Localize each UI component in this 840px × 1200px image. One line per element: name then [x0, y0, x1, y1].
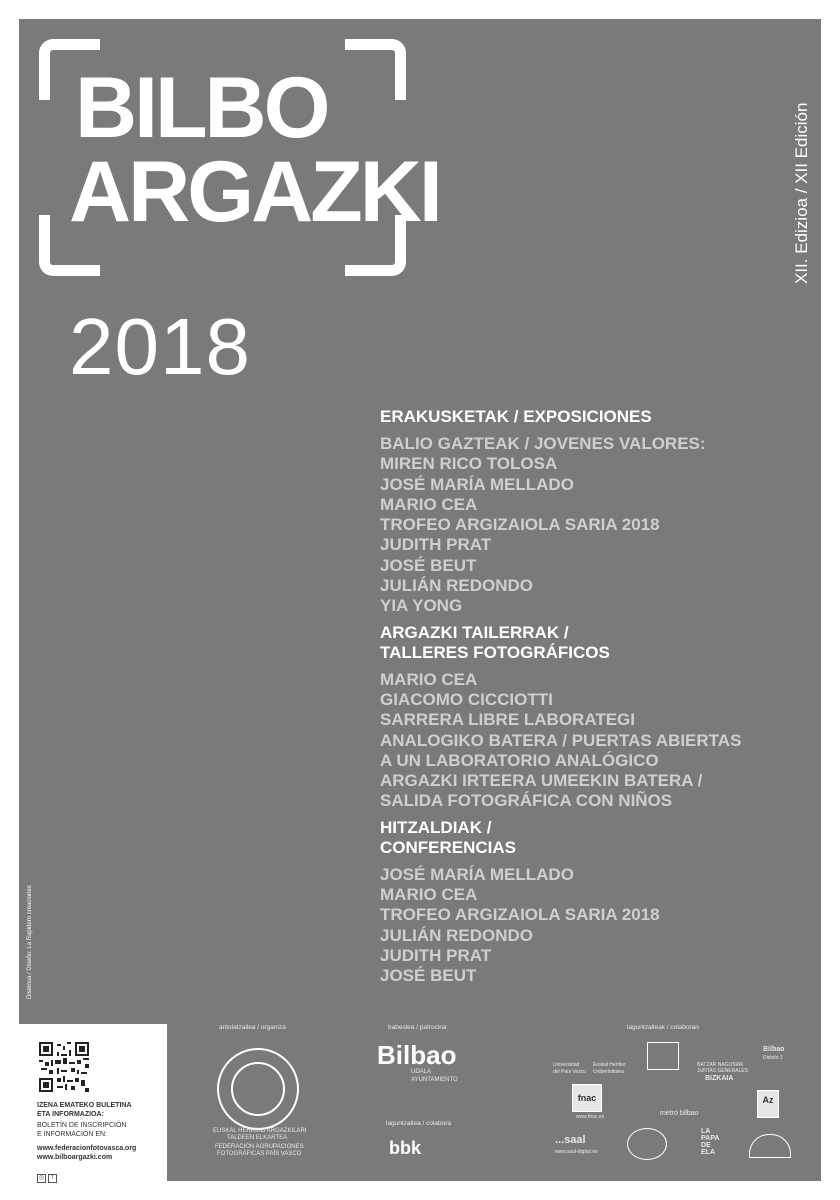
design-credit	[26, 869, 38, 999]
list-item: JOSÉ MARÍA MELLADO	[380, 864, 574, 884]
bizkaia-text: JUNTAS GENERALES	[697, 1068, 749, 1074]
list-item: JULIÁN REDONDO	[380, 576, 534, 596]
list-item: SALIDA FOTOGRÁFICA CON NIÑOS	[380, 791, 673, 811]
info-sub-line: BOLETÍN DE INSCRIPCIÓN	[37, 1122, 127, 1129]
ehu-text: Universidad	[553, 1062, 580, 1068]
metro-logo: metro bilbao	[660, 1110, 699, 1117]
list-item: BALIO GAZTEAK / JOVENES VALORES:	[380, 434, 706, 453]
list-item: JUDITH PRAT	[380, 945, 492, 965]
list-item: JOSÉ MARÍA MELLADO	[380, 474, 574, 494]
az-logo: Az	[757, 1090, 779, 1118]
lapapa-logo	[701, 1128, 719, 1156]
section-exhibitions	[380, 407, 820, 617]
saal-logo: ...saal	[555, 1134, 586, 1146]
list-item: MARIO CEA	[380, 669, 478, 689]
list-item: JUDITH PRAT	[380, 535, 492, 555]
ehu2-text: Euskal Herriko	[593, 1062, 626, 1068]
organiza-label: antolatzailea / organiza	[219, 1024, 286, 1031]
colabora-label: laguntzailea / colabora	[386, 1120, 452, 1127]
list-item: GIACOMO CICCIOTTI	[380, 689, 553, 709]
list-item: TROFEO ARGIZAIOLA SARIA 2018	[380, 905, 660, 925]
lapapa-line: DE	[701, 1142, 711, 1149]
bizkaia-text: BATZAR NAGUSIAK	[697, 1062, 744, 1068]
fnac-url: www.fnac.es	[576, 1114, 605, 1120]
list-item: JOSÉ BEUT	[380, 966, 477, 986]
organiza-name-line: FEDERACIÓN AGRUPACIONES	[215, 1144, 304, 1150]
section-title: ERAKUSKETAK / EXPOSICIONES	[380, 407, 652, 426]
dome-logo-icon	[749, 1134, 791, 1158]
info-sub-line: E INFORMACIÓN EN:	[37, 1130, 108, 1138]
bilbao-sub: AYUNTAMIENTO	[411, 1077, 458, 1083]
colaboran-label: laguntzaileak / colaboran	[627, 1024, 699, 1031]
bizkaia-text: BIZKAIA	[705, 1075, 734, 1082]
instagram-icon[interactable]: ◎	[38, 1175, 45, 1181]
poster-background	[19, 19, 821, 1024]
list-item: JOSÉ BEUT	[380, 555, 477, 575]
lapapa-line: PAPA	[701, 1135, 720, 1142]
section-title: CONFERENCIAS	[380, 837, 517, 857]
bbk-logo: bbk	[389, 1138, 422, 1158]
bilbao-distrito: Distrito 1	[763, 1055, 783, 1061]
lapapa-line: LA	[701, 1128, 711, 1135]
list-item: MARIO CEA	[380, 494, 478, 514]
info-box	[19, 1024, 167, 1181]
program-list	[380, 407, 820, 993]
organiza-name-line: TALDEEN ELKARTEA	[227, 1135, 288, 1141]
list-item: TROFEO ARGIZAIOLA SARIA 2018	[380, 515, 660, 535]
bilbao-distrito: Bilbao	[763, 1046, 785, 1053]
seal-inner-ring	[231, 1062, 285, 1116]
section-workshops	[380, 623, 820, 812]
link-bilboargazki[interactable]: www.bilboargazki.com	[37, 1153, 113, 1161]
qr-code-icon[interactable]	[39, 1042, 89, 1092]
list-item: A UN LABORATORIO ANALÓGICO	[380, 750, 659, 770]
list-item: JULIÁN REDONDO	[380, 925, 534, 945]
museum-logo-icon	[647, 1042, 679, 1070]
bilbao-sub: UDALA	[411, 1069, 432, 1075]
ehu2-text: Unibertsitatea	[593, 1069, 624, 1075]
edition-label	[789, 64, 815, 284]
logo-bracket-top-right	[345, 39, 406, 100]
year: 2018	[69, 302, 251, 391]
title-line-2: ARGAZKI	[69, 144, 440, 240]
fnac-logo: fnac	[572, 1084, 602, 1112]
list-item: SARRERA LIBRE LABORATEGI	[380, 710, 635, 730]
footer-band	[19, 1024, 821, 1181]
list-item: MARIO CEA	[380, 885, 478, 905]
facebook-icon[interactable]: f	[48, 1174, 57, 1183]
title-line-1: BILBO	[75, 60, 328, 156]
organiza-name-line: EUSKAL HERRIKO ARGAZKILARI	[213, 1128, 307, 1134]
section-title: HITZALDIAK /	[380, 817, 492, 837]
federation-seal-icon	[217, 1048, 299, 1130]
link-federacion[interactable]: www.federacionfotovasca.org	[37, 1145, 137, 1152]
list-item: MIREN RICO TOLOSA	[380, 454, 558, 474]
info-heading-line: IZENA EMATEKO BULETINA	[37, 1102, 132, 1109]
section-conferences	[380, 818, 820, 987]
lapapa-line: ELA	[701, 1149, 715, 1156]
ehu-text: del País Vasco	[553, 1069, 586, 1075]
edition-text: XII. Edizioa / XII Edición	[792, 102, 811, 284]
organiza-name-line: FOTOGRÁFICAS PAÍS VASCO	[217, 1151, 302, 1157]
section-title: TALLERES FOTOGRÁFICOS	[380, 642, 610, 662]
club-seal-icon	[627, 1128, 667, 1160]
section-title: ARGAZKI TAILERRAK /	[380, 622, 569, 642]
list-item: YIA YONG	[380, 596, 463, 616]
design-credit-text: Diseinua / Diseño: La Rapidero creaciones	[27, 885, 33, 999]
list-item: ANALOGIKO BATERA / PUERTAS ABIERTAS	[380, 730, 742, 750]
list-item: ARGAZKI IRTEERA UMEEKIN BATERA /	[380, 771, 703, 791]
patrocina-label: babeslea / patrocina	[388, 1024, 447, 1031]
bilbao-logo: Bilbao	[377, 1040, 457, 1070]
social-icons	[37, 1166, 59, 1184]
saal-url: www.saal-digital.es	[555, 1149, 598, 1155]
info-heading-line: ETA INFORMAZIOA:	[37, 1110, 104, 1118]
